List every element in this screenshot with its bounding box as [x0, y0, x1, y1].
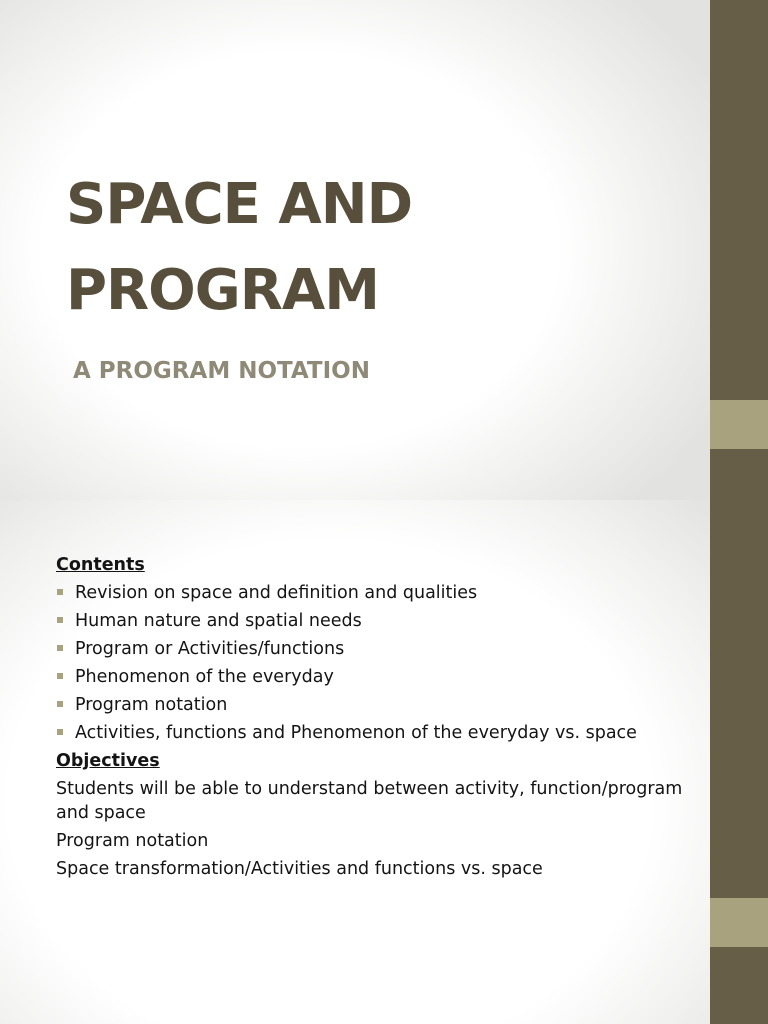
square-bullet-icon — [57, 701, 63, 707]
list-item-text: Program or Activities/functions — [75, 639, 345, 659]
objectives-heading: Objectives — [56, 751, 160, 771]
side-stripe-accent-upper — [710, 400, 768, 449]
slide-subtitle: A PROGRAM NOTATION — [73, 358, 370, 384]
list-item — [56, 691, 686, 719]
side-stripe — [710, 0, 768, 1024]
list-item-text: Program notation — [75, 695, 228, 715]
list-item-text: Revision on space and definition and qualities — [75, 583, 478, 603]
slide-title — [66, 162, 666, 334]
slide-title-line2: PROGRAM — [66, 258, 379, 323]
contents-list — [56, 579, 686, 747]
objective-item: Space transformation/Activities and functions vs. space — [56, 859, 543, 879]
list-item — [56, 663, 686, 691]
list-item-text: Phenomenon of the everyday — [75, 667, 334, 687]
list-item-text: Human nature and spatial needs — [75, 611, 362, 631]
objective-item: Program notation — [56, 831, 209, 851]
square-bullet-icon — [57, 617, 63, 623]
side-stripe-accent-lower — [710, 898, 768, 947]
square-bullet-icon — [57, 589, 63, 595]
list-item-text: Activities, functions and Phenomenon of the everyday vs. space — [75, 723, 637, 743]
contents-heading: Contents — [56, 555, 145, 575]
list-item — [56, 607, 686, 635]
square-bullet-icon — [57, 673, 63, 679]
list-item — [56, 579, 686, 607]
list-item — [56, 719, 686, 747]
square-bullet-icon — [57, 729, 63, 735]
slide-title-line1: SPACE AND — [66, 172, 413, 237]
objective-item: Students will be able to understand between activity, function/program and space — [56, 779, 683, 823]
slide-body — [56, 551, 686, 883]
list-item — [56, 635, 686, 663]
square-bullet-icon — [57, 645, 63, 651]
